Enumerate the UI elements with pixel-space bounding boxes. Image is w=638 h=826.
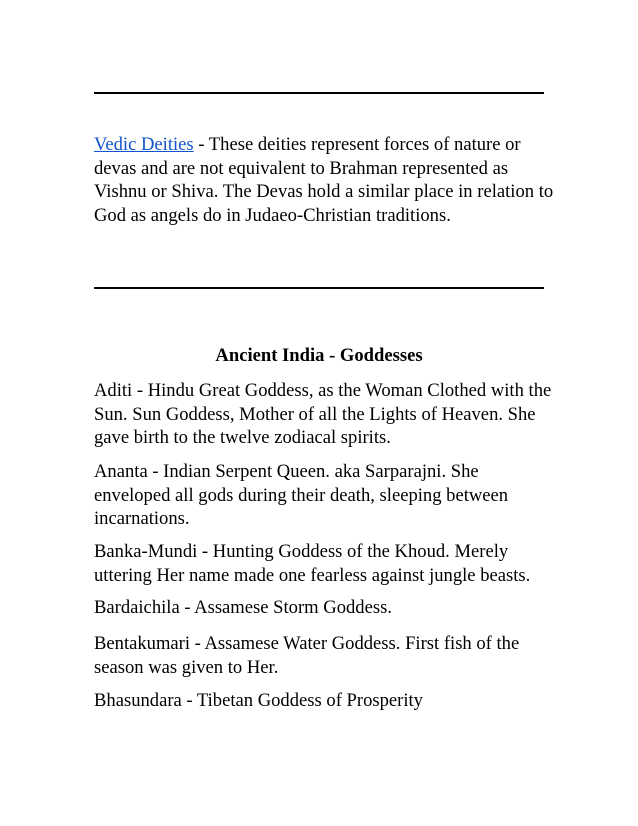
entry-bhasundara: Bhasundara - Tibetan Goddess of Prosperity — [94, 690, 423, 711]
entry-ananta: Ananta - Indian Serpent Queen. aka Sarparajni. She enveloped all gods during their death, sleeping between incarnations. — [94, 461, 509, 529]
entry-bentakumari: Bentakumari - Assamese Water Goddess. First fish of the season was given to Her. — [94, 633, 520, 678]
section-heading: Ancient India - Goddesses — [215, 345, 423, 366]
entry-banka-mundi: Banka-Mundi - Hunting Goddess of the Khoud. Merely uttering Her name made one fearless against jungle beasts. — [94, 541, 531, 586]
vedic-deities-paragraph — [94, 133, 554, 227]
vedic-deities-link[interactable]: Vedic Deities — [94, 134, 194, 155]
entry-bardaichila: Bardaichila - Assamese Storm Goddess. — [94, 597, 392, 618]
entry-aditi: Aditi - Hindu Great Goddess, as the Woman Clothed with the Sun. Sun Goddess, Mother of all the Lights of Heaven. She gave birth to the twelve zodiacal spirits. — [94, 380, 552, 448]
horizontal-rule-middle — [94, 287, 544, 289]
vedic-deities-text: - These deities represent forces of nature or devas and are not equivalent to Brahman represented as Vishnu or Shiva. The Devas hold a similar place in relation to God as angels do in Judaeo-Christian traditions. — [94, 134, 554, 226]
horizontal-rule-top — [94, 92, 544, 94]
